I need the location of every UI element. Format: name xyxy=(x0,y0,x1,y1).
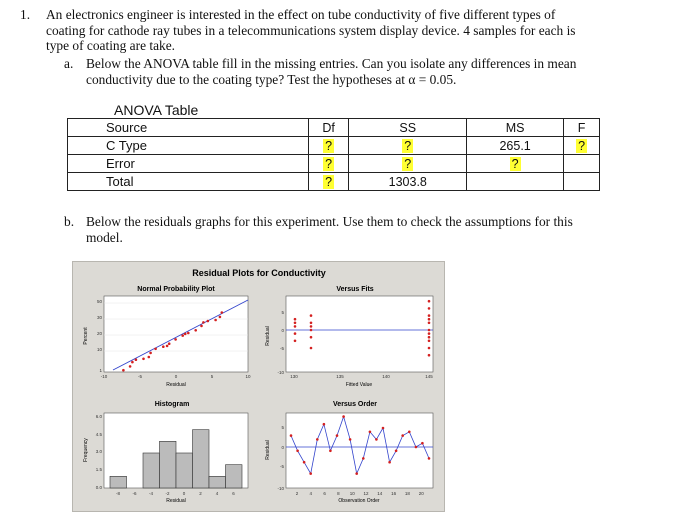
fits-y-ticks xyxy=(277,310,284,375)
fits-point xyxy=(310,347,313,350)
normal-y-ticks xyxy=(97,299,103,373)
normal-point xyxy=(131,361,134,364)
part-b-line-2: model. xyxy=(86,229,123,245)
order-x-tick: 18 xyxy=(404,491,410,496)
hist-y-tick: 3.0 xyxy=(95,449,102,454)
cell-df xyxy=(308,155,349,173)
missing-ss: ? xyxy=(404,138,412,153)
hist-y-tick: 4.5 xyxy=(95,432,102,437)
part-b-text xyxy=(86,214,676,245)
order-x-tick: 14 xyxy=(377,491,383,496)
order-x-tick: 10 xyxy=(349,491,355,496)
part-b-label: b. xyxy=(64,214,75,229)
cell-ss: 1303.8 xyxy=(349,173,467,191)
order-point xyxy=(428,457,431,460)
order-x-tick: 8 xyxy=(337,491,340,496)
fits-y-tick: 5 xyxy=(281,310,284,315)
order-point xyxy=(336,434,339,437)
fits-point xyxy=(428,300,431,303)
fits-x-ticks xyxy=(290,374,433,379)
fits-point xyxy=(294,325,297,328)
cell-source: C Type xyxy=(68,137,309,155)
normal-point xyxy=(187,332,190,335)
normal-point xyxy=(194,329,197,332)
header-df: Df xyxy=(308,119,349,137)
hist-x-tick: 6 xyxy=(232,491,235,496)
normal-point xyxy=(142,358,145,361)
fits-point xyxy=(310,314,313,317)
fits-point xyxy=(428,307,431,310)
hist-y-tick: 1.5 xyxy=(95,467,102,472)
hist-x-tick: -2 xyxy=(165,491,170,496)
normal-plot-title: Normal Probability Plot xyxy=(137,286,215,293)
fits-point xyxy=(428,347,431,350)
hist-y-tick: 0.0 xyxy=(95,485,102,490)
order-y-tick: 5 xyxy=(281,425,284,430)
order-point xyxy=(303,461,306,464)
histogram-bar xyxy=(176,453,193,488)
cell-df xyxy=(308,137,349,155)
normal-y-tick: 50 xyxy=(96,299,102,304)
header-ms: MS xyxy=(467,119,564,137)
hist-x-tick: -6 xyxy=(132,491,137,496)
hist-x-ticks xyxy=(116,491,235,496)
histogram-bar xyxy=(209,476,226,488)
fits-point xyxy=(428,329,431,332)
fits-point xyxy=(428,354,431,357)
normal-y-label: Percent xyxy=(83,327,89,345)
hist-y-label: Frequency xyxy=(83,438,89,462)
normal-point xyxy=(174,338,177,341)
order-y-ticks xyxy=(277,425,284,491)
normal-point xyxy=(122,369,125,372)
anova-row-ctype xyxy=(68,137,600,155)
order-point xyxy=(342,415,345,418)
order-x-tick: 12 xyxy=(363,491,369,496)
hist-y-tick: 6.0 xyxy=(95,414,102,419)
order-point xyxy=(388,461,391,464)
part-a-label: a. xyxy=(64,56,74,71)
order-point xyxy=(329,450,332,453)
normal-point xyxy=(135,358,138,361)
intro-line-2: coating for cathode ray tubes in a telecommunications system display device. 4 samples for each is xyxy=(46,22,576,38)
normal-x-label: Residual xyxy=(166,382,186,388)
normal-y-tick: 30 xyxy=(96,315,102,320)
fits-point xyxy=(310,325,313,328)
cell-ms xyxy=(467,173,564,191)
cell-f xyxy=(564,155,600,173)
fits-x-tick: 135 xyxy=(336,374,344,379)
fits-point xyxy=(294,332,297,335)
order-point xyxy=(290,434,293,437)
order-x-label: Observation Order xyxy=(338,498,380,504)
histogram-title: Histogram xyxy=(154,401,190,408)
part-a-text xyxy=(86,56,676,87)
missing-ss: ? xyxy=(404,156,412,171)
order-x-tick: 16 xyxy=(391,491,397,496)
hist-x-tick: 0 xyxy=(182,491,186,496)
fits-point xyxy=(294,340,297,343)
normal-point xyxy=(148,356,151,359)
normal-point xyxy=(221,311,224,314)
histogram-bar xyxy=(193,430,210,488)
order-point xyxy=(395,450,398,453)
missing-ms: ? xyxy=(511,156,519,171)
fits-x-tick: 130 xyxy=(290,374,298,379)
normal-point xyxy=(149,352,152,355)
order-point xyxy=(355,472,358,475)
fits-x-tick: 145 xyxy=(425,374,433,379)
fits-point xyxy=(310,322,313,325)
anova-row-error xyxy=(68,155,600,173)
normal-point xyxy=(214,319,217,322)
cell-source: Total xyxy=(68,173,309,191)
fits-y-label: Residual xyxy=(265,326,271,346)
fits-point xyxy=(428,336,431,339)
normal-point xyxy=(168,342,171,345)
part-a-line-1: Below the ANOVA table fill in the missing entries. Can you isolate any differences in mean xyxy=(86,56,577,71)
order-x-tick: 4 xyxy=(309,491,313,496)
missing-df: ? xyxy=(325,174,333,189)
part-b-line-1: Below the residuals graphs for this experiment. Use them to check the assumptions for this xyxy=(86,214,573,229)
order-point xyxy=(309,472,312,475)
order-point xyxy=(382,427,385,430)
anova-title: ANOVA Table xyxy=(114,102,199,118)
hist-x-tick: 4 xyxy=(215,491,219,496)
order-y-tick: 0 xyxy=(281,445,284,450)
fits-point xyxy=(310,329,313,332)
cell-df xyxy=(308,173,349,191)
anova-row-total xyxy=(68,173,600,191)
fits-plot-area xyxy=(286,296,433,372)
order-point xyxy=(316,438,319,441)
anova-table xyxy=(67,118,600,191)
order-x-ticks xyxy=(296,491,424,496)
order-x-tick: 2 xyxy=(295,491,299,496)
normal-x-tick: -5 xyxy=(137,374,143,379)
missing-f: ? xyxy=(578,138,586,153)
cell-ss xyxy=(349,155,467,173)
normal-x-tick: 10 xyxy=(245,374,251,379)
fits-x-label: Fitted Value xyxy=(345,382,373,388)
order-point xyxy=(408,431,411,434)
histogram-bar xyxy=(226,465,243,488)
order-y-label: Residual xyxy=(265,440,271,460)
cell-ms xyxy=(467,155,564,173)
normal-y-tick: 10 xyxy=(96,347,102,352)
hist-y-ticks xyxy=(96,414,103,490)
cell-f xyxy=(564,137,600,155)
fits-point xyxy=(294,322,297,325)
cell-source: Error xyxy=(68,155,309,173)
order-point xyxy=(323,423,326,426)
intro-line-3: type of coating are take. xyxy=(46,38,176,54)
normal-point xyxy=(162,345,165,348)
missing-df: ? xyxy=(325,156,333,171)
normal-x-tick: 0 xyxy=(174,374,178,379)
fits-point xyxy=(310,336,313,339)
normal-point xyxy=(219,316,222,319)
normal-y-tick: 1 xyxy=(99,368,102,373)
fits-point xyxy=(428,322,431,325)
residual-plots-figure xyxy=(72,261,445,512)
order-point xyxy=(296,450,299,453)
cell-f xyxy=(564,173,600,191)
question-intro xyxy=(46,7,666,54)
histogram-bar xyxy=(143,453,160,488)
order-plot-area xyxy=(286,413,433,488)
cell-ms: 265.1 xyxy=(467,137,564,155)
header-source: Source xyxy=(68,119,309,137)
fits-point xyxy=(428,340,431,343)
order-point xyxy=(375,438,378,441)
normal-point xyxy=(129,365,132,368)
order-point xyxy=(369,431,372,434)
order-point xyxy=(401,434,404,437)
fits-point xyxy=(294,318,297,321)
order-x-tick: 6 xyxy=(323,491,326,496)
fits-y-tick: 0 xyxy=(281,328,284,333)
order-point xyxy=(415,446,418,449)
missing-df: ? xyxy=(325,138,333,153)
normal-x-tick: -10 xyxy=(100,374,108,379)
residual-plots-svg xyxy=(73,262,444,511)
histogram-bar xyxy=(160,441,177,488)
figure-title: Residual Plots for Conductivity xyxy=(192,268,326,278)
fits-point xyxy=(428,314,431,317)
normal-x-ticks xyxy=(101,374,251,379)
order-point xyxy=(421,442,424,445)
fits-plot-title: Versus Fits xyxy=(336,286,374,293)
fits-point xyxy=(428,332,431,335)
fits-y-tick: -10 xyxy=(277,370,284,375)
normal-point xyxy=(154,348,157,351)
hist-x-tick: 2 xyxy=(199,491,202,496)
normal-point xyxy=(184,333,187,336)
fits-x-tick: 140 xyxy=(382,374,390,379)
normal-point xyxy=(202,321,205,324)
anova-header-row xyxy=(68,119,600,137)
histogram-bar xyxy=(110,476,127,488)
header-f: F xyxy=(564,119,600,137)
normal-point xyxy=(181,334,184,337)
fits-y-tick: -5 xyxy=(279,346,284,351)
normal-point xyxy=(200,325,203,328)
part-a-line-2: conductivity due to the coating type? Test the hypotheses at α = 0.05. xyxy=(86,71,457,87)
order-point xyxy=(349,438,352,441)
hist-x-tick: -8 xyxy=(115,491,121,496)
order-y-tick: -5 xyxy=(279,464,284,469)
normal-point xyxy=(166,345,169,348)
normal-plot-area xyxy=(104,296,248,372)
question-number: 1. xyxy=(20,7,31,22)
intro-line-1: An electronics engineer is interested in the effect on tube conductivity of five different types of xyxy=(46,7,556,22)
header-ss: SS xyxy=(349,119,467,137)
fits-point xyxy=(428,318,431,321)
normal-x-tick: 5 xyxy=(210,374,214,379)
normal-y-tick: 20 xyxy=(96,331,102,336)
order-x-tick: 20 xyxy=(418,491,424,496)
hist-x-tick: -4 xyxy=(148,491,154,496)
order-plot-title: Versus Order xyxy=(333,401,377,408)
order-point xyxy=(362,457,365,460)
order-y-tick: -10 xyxy=(277,486,284,491)
hist-x-label: Residual xyxy=(166,498,186,504)
cell-ss xyxy=(349,137,467,155)
normal-point xyxy=(207,320,210,323)
